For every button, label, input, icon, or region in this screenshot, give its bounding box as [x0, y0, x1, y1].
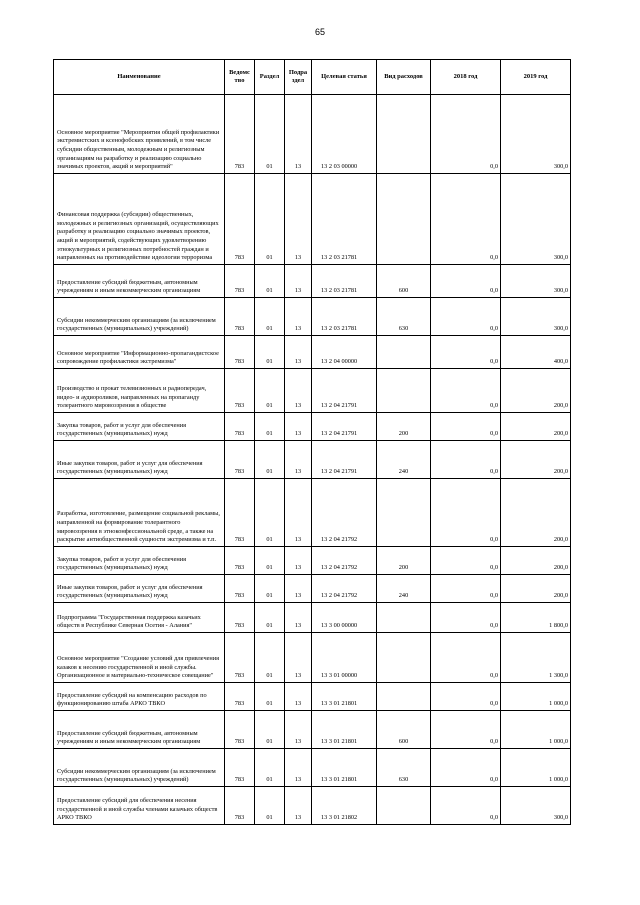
header-section: Раздел [255, 60, 285, 95]
table-row [54, 603, 571, 633]
row-target: 13 2 03 00000 [312, 95, 377, 174]
table-row [54, 479, 571, 547]
header-name: Наименование [54, 60, 225, 95]
row-target: 13 3 01 21801 [312, 711, 377, 749]
header-row [54, 60, 571, 95]
row-2019: 300,0 [501, 298, 571, 336]
budget-table [53, 59, 571, 825]
row-ministry: 783 [225, 413, 255, 441]
row-target: 13 2 04 21791 [312, 441, 377, 479]
row-name: Финансовая поддержка (субсидии) общественных, молодежных и религиозных организаций, осуществляющих разработку и реализацию социально значимых проектов, акций и мероприятий, содействующих удовлетворению этнокультурных и религиозных потребностей граждан и направленных на противодействие идеологии терроризма [54, 174, 225, 265]
row-section: 01 [255, 575, 285, 603]
row-2019: 300,0 [501, 265, 571, 298]
row-ministry: 783 [225, 603, 255, 633]
header-subsection: Подра здел [285, 60, 312, 95]
row-section: 01 [255, 369, 285, 413]
row-section: 01 [255, 479, 285, 547]
row-2018: 0,0 [431, 547, 501, 575]
table-row [54, 683, 571, 711]
row-subsection: 13 [285, 441, 312, 479]
row-2018: 0,0 [431, 711, 501, 749]
row-name: Основное мероприятие "Мероприятия общей профилактики экстремистских и ксенофобских проявлений, в том числе субсидии общественным, молодежным и религиозным организациям на разработку и реализацию социально значимых проектов, акций и мероприятий" [54, 95, 225, 174]
row-2018: 0,0 [431, 633, 501, 683]
row-subsection: 13 [285, 95, 312, 174]
row-section: 01 [255, 298, 285, 336]
row-subsection: 13 [285, 633, 312, 683]
row-target: 13 2 03 21781 [312, 174, 377, 265]
table-row [54, 95, 571, 174]
row-subsection: 13 [285, 547, 312, 575]
row-section: 01 [255, 95, 285, 174]
row-2018: 0,0 [431, 174, 501, 265]
row-subsection: 13 [285, 369, 312, 413]
row-section: 01 [255, 265, 285, 298]
table-row [54, 749, 571, 787]
row-exp-type [377, 479, 431, 547]
row-ministry: 783 [225, 547, 255, 575]
header-ministry: Ведомс тво [225, 60, 255, 95]
row-ministry: 783 [225, 633, 255, 683]
header-2019: 2019 год [501, 60, 571, 95]
row-exp-type [377, 633, 431, 683]
row-name: Субсидии некоммерческим организациям (за исключением государственных (муниципальных) учреждений) [54, 298, 225, 336]
table-row [54, 174, 571, 265]
row-ministry: 783 [225, 683, 255, 711]
row-section: 01 [255, 603, 285, 633]
row-name: Основное мероприятие "Создание условий для привлечения казаков к несению государственной и иной службы. Организационное и материально-техническое совещание" [54, 633, 225, 683]
row-2019: 1 300,0 [501, 633, 571, 683]
row-2018: 0,0 [431, 575, 501, 603]
row-name: Предоставление субсидий бюджетным, автономным учреждениям и иным некоммерческим организациям [54, 265, 225, 298]
row-ministry: 783 [225, 575, 255, 603]
row-2019: 200,0 [501, 369, 571, 413]
row-exp-type: 600 [377, 711, 431, 749]
row-target: 13 2 04 00000 [312, 336, 377, 369]
row-name: Закупка товаров, работ и услуг для обеспечения государственных (муниципальных) нужд [54, 413, 225, 441]
row-2019: 200,0 [501, 441, 571, 479]
row-ministry: 783 [225, 265, 255, 298]
row-target: 13 2 03 21781 [312, 298, 377, 336]
row-section: 01 [255, 787, 285, 825]
table-row [54, 711, 571, 749]
row-exp-type: 240 [377, 575, 431, 603]
row-exp-type [377, 683, 431, 711]
row-2018: 0,0 [431, 95, 501, 174]
row-2019: 1 000,0 [501, 749, 571, 787]
row-name: Иные закупки товаров, работ и услуг для обеспечения государственных (муниципальных) нужд [54, 441, 225, 479]
row-name: Закупка товаров, работ и услуг для обеспечения государственных (муниципальных) нужд [54, 547, 225, 575]
row-2019: 400,0 [501, 336, 571, 369]
row-section: 01 [255, 711, 285, 749]
row-2019: 200,0 [501, 479, 571, 547]
row-section: 01 [255, 749, 285, 787]
row-section: 01 [255, 174, 285, 265]
row-subsection: 13 [285, 787, 312, 825]
row-2019: 200,0 [501, 547, 571, 575]
row-subsection: 13 [285, 749, 312, 787]
row-exp-type: 240 [377, 441, 431, 479]
row-target: 13 2 04 21792 [312, 479, 377, 547]
row-target: 13 3 01 21802 [312, 787, 377, 825]
row-exp-type [377, 336, 431, 369]
row-name: Предоставление субсидий для обеспечения несения государственной и иной службы членами казачьих обществ АРКО ТВКО [54, 787, 225, 825]
header-exp-type: Вид расходов [377, 60, 431, 95]
row-name: Подпрограмма "Государственная поддержка казачьих обществ в Республике Северная Осетия - Алания" [54, 603, 225, 633]
row-name: Иные закупки товаров, работ и услуг для обеспечения государственных (муниципальных) нужд [54, 575, 225, 603]
row-2019: 300,0 [501, 787, 571, 825]
row-section: 01 [255, 547, 285, 575]
row-2018: 0,0 [431, 298, 501, 336]
row-subsection: 13 [285, 298, 312, 336]
row-2019: 300,0 [501, 95, 571, 174]
row-subsection: 13 [285, 413, 312, 441]
row-exp-type: 630 [377, 749, 431, 787]
row-target: 13 2 04 21792 [312, 547, 377, 575]
row-2018: 0,0 [431, 369, 501, 413]
row-exp-type: 200 [377, 413, 431, 441]
row-2019: 1 000,0 [501, 711, 571, 749]
row-2018: 0,0 [431, 413, 501, 441]
row-ministry: 783 [225, 174, 255, 265]
row-target: 13 2 04 21791 [312, 413, 377, 441]
row-2019: 1 800,0 [501, 603, 571, 633]
row-subsection: 13 [285, 683, 312, 711]
row-name: Предоставление субсидий на компенсацию расходов по функционированию штаба АРКО ТВКО [54, 683, 225, 711]
table-row [54, 298, 571, 336]
table-row [54, 336, 571, 369]
row-name: Основное мероприятие "Информационно-пропагандистское сопровождение профилактики экстремизма" [54, 336, 225, 369]
row-exp-type: 200 [377, 547, 431, 575]
row-subsection: 13 [285, 336, 312, 369]
row-target: 13 3 01 21801 [312, 749, 377, 787]
row-2018: 0,0 [431, 683, 501, 711]
row-2019: 200,0 [501, 575, 571, 603]
row-exp-type [377, 174, 431, 265]
row-section: 01 [255, 413, 285, 441]
row-name: Предоставление субсидий бюджетным, автономным учреждениям и иным некоммерческим организациям [54, 711, 225, 749]
table-row [54, 633, 571, 683]
row-2018: 0,0 [431, 603, 501, 633]
row-2019: 300,0 [501, 174, 571, 265]
row-section: 01 [255, 441, 285, 479]
row-subsection: 13 [285, 575, 312, 603]
header-target: Целевая статья [312, 60, 377, 95]
table-row [54, 369, 571, 413]
row-subsection: 13 [285, 603, 312, 633]
row-exp-type [377, 603, 431, 633]
row-subsection: 13 [285, 265, 312, 298]
row-2018: 0,0 [431, 787, 501, 825]
row-exp-type: 630 [377, 298, 431, 336]
table-row [54, 265, 571, 298]
row-ministry: 783 [225, 749, 255, 787]
row-name: Разработка, изготовление, размещение социальной рекламы, направленной на формирование толерантного мировоззрения в этноконфессиональной среде, а также на раскрытие антиобщественной сущности экстремизма и т.п. [54, 479, 225, 547]
row-section: 01 [255, 633, 285, 683]
row-target: 13 3 01 00000 [312, 633, 377, 683]
table-row [54, 441, 571, 479]
row-2019: 200,0 [501, 413, 571, 441]
table-row [54, 575, 571, 603]
row-2018: 0,0 [431, 265, 501, 298]
row-ministry: 783 [225, 298, 255, 336]
row-target: 13 2 04 21792 [312, 575, 377, 603]
table-row [54, 787, 571, 825]
header-2018: 2018 год [431, 60, 501, 95]
row-ministry: 783 [225, 369, 255, 413]
page-number: 65 [314, 27, 325, 37]
row-ministry: 783 [225, 479, 255, 547]
row-section: 01 [255, 336, 285, 369]
row-exp-type [377, 787, 431, 825]
row-ministry: 783 [225, 336, 255, 369]
row-ministry: 783 [225, 95, 255, 174]
row-target: 13 3 00 00000 [312, 603, 377, 633]
row-exp-type [377, 369, 431, 413]
row-target: 13 3 01 21801 [312, 683, 377, 711]
row-2019: 1 000,0 [501, 683, 571, 711]
row-name: Субсидии некоммерческим организациям (за исключением государственных (муниципальных) учреждений) [54, 749, 225, 787]
row-subsection: 13 [285, 711, 312, 749]
row-exp-type [377, 95, 431, 174]
row-2018: 0,0 [431, 479, 501, 547]
table-row [54, 547, 571, 575]
row-ministry: 783 [225, 787, 255, 825]
row-subsection: 13 [285, 174, 312, 265]
row-2018: 0,0 [431, 749, 501, 787]
row-exp-type: 600 [377, 265, 431, 298]
row-section: 01 [255, 683, 285, 711]
row-ministry: 783 [225, 711, 255, 749]
row-name: Производство и прокат телевизионных и радиопередач, видео- и аудиороликов, направленных на пропаганду толерантного мировоззрения в обществе [54, 369, 225, 413]
row-subsection: 13 [285, 479, 312, 547]
table-row [54, 413, 571, 441]
row-ministry: 783 [225, 441, 255, 479]
row-2018: 0,0 [431, 336, 501, 369]
row-2018: 0,0 [431, 441, 501, 479]
row-target: 13 2 04 21791 [312, 369, 377, 413]
row-target: 13 2 03 21781 [312, 265, 377, 298]
